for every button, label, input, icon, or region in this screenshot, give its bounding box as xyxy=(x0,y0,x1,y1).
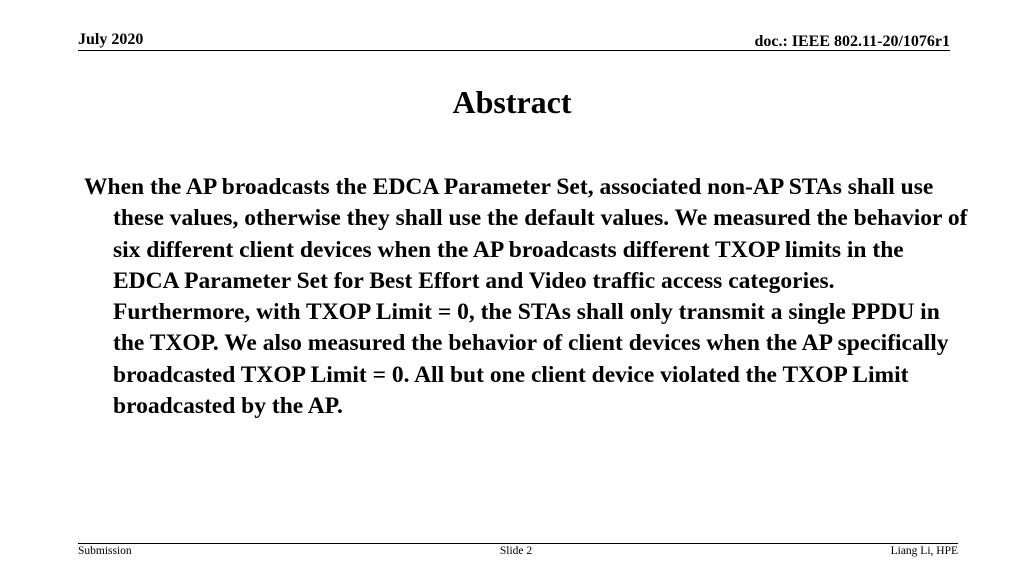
header-date: July 2020 xyxy=(78,31,144,48)
footer-slide-number: Slide 2 xyxy=(499,545,533,557)
footer-author: Liang Li, HPE xyxy=(890,545,958,557)
header-divider xyxy=(78,50,950,51)
slide-title: Abstract xyxy=(452,84,572,120)
footer-submission: Submission xyxy=(78,545,132,557)
footer-divider xyxy=(78,543,958,544)
slide-body-text: When the AP broadcasts the EDCA Parameter Set, associated non-AP STAs shall use these values, otherwise they shall use the default values. We measured the behavior of six different client devices when the AP broadcasts different TXOP limits in the EDCA Parameter Set for Best Effort and Video traffic access categories. Furthermore, with TXOP Limit = 0, the STAs shall only transmit a single PPDU in the TXOP. We also measured the behavior of client devices when the AP specifically broadcasted TXOP Limit = 0. All but one client device violated the TXOP Limit broadcasted by the AP. xyxy=(84,174,968,420)
header-doc-id: doc.: IEEE 802.11-20/1076r1 xyxy=(754,33,950,50)
